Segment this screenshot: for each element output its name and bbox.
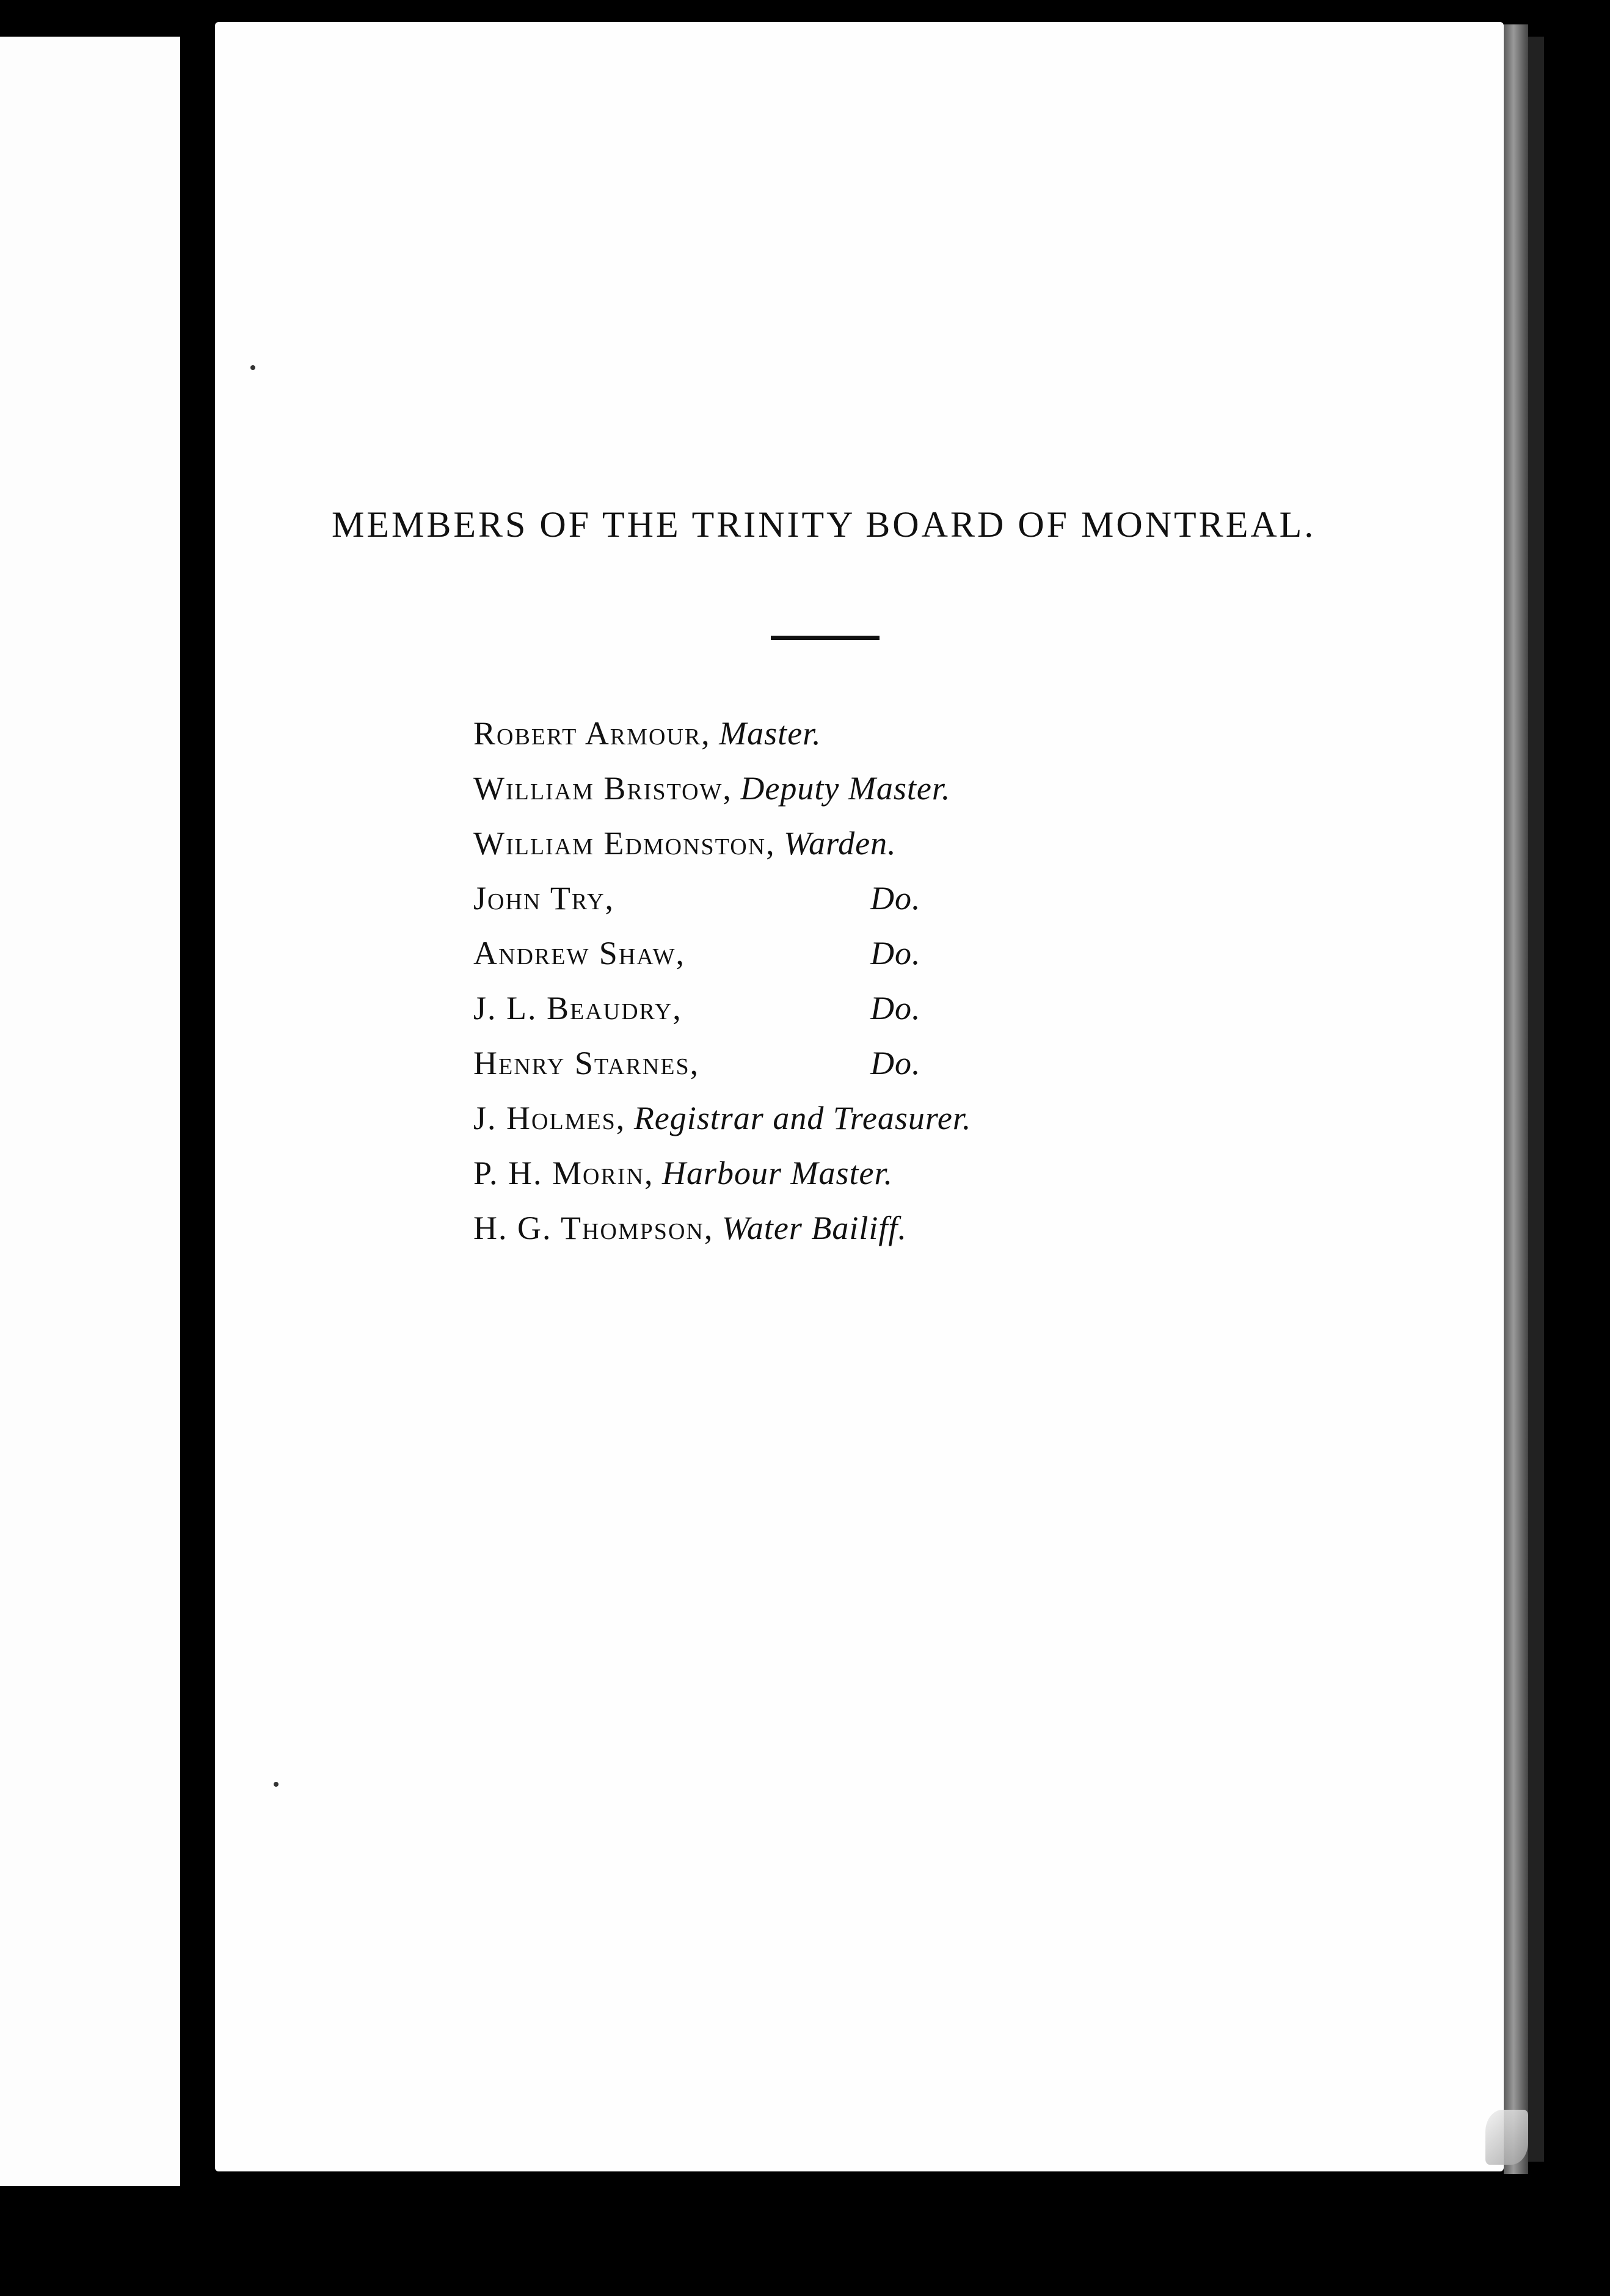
member-role: Deputy Master. xyxy=(740,770,951,807)
member-role: Water Bailiff. xyxy=(721,1210,907,1246)
member-entry xyxy=(473,879,971,934)
member-entry xyxy=(473,1099,971,1154)
member-name: John Try, xyxy=(473,880,615,917)
page-title: MEMBERS OF THE TRINITY BOARD OF MONTREAL. xyxy=(332,504,1316,545)
title-rule xyxy=(771,636,880,640)
member-entry xyxy=(473,824,971,879)
page-edge-shadow xyxy=(1528,37,1544,2162)
member-list xyxy=(473,714,971,1264)
speck xyxy=(250,365,255,370)
member-role: Do. xyxy=(870,880,921,917)
member-name: William Bristow, xyxy=(473,770,732,807)
member-role: Do. xyxy=(870,990,921,1026)
page-edge xyxy=(1504,24,1528,2174)
speck xyxy=(274,1782,279,1787)
member-role: Do. xyxy=(870,935,921,972)
book-gutter xyxy=(180,24,212,2198)
member-name: J. L. Beaudry, xyxy=(473,990,682,1026)
member-name: Andrew Shaw, xyxy=(473,935,686,972)
page-corner-curl xyxy=(1485,2110,1528,2165)
member-entry xyxy=(473,769,971,824)
member-name: J. Holmes, xyxy=(473,1100,626,1136)
member-name: Henry Starnes, xyxy=(473,1045,700,1081)
member-entry xyxy=(473,1154,971,1209)
member-name: William Edmonston, xyxy=(473,825,776,862)
member-role: Warden. xyxy=(784,825,897,862)
member-role: Harbour Master. xyxy=(661,1155,893,1191)
member-role: Master. xyxy=(719,715,821,752)
member-name: Robert Armour, xyxy=(473,715,711,752)
member-entry xyxy=(473,1044,971,1099)
member-entry xyxy=(473,934,971,989)
member-name: P. H. Morin, xyxy=(473,1155,654,1191)
member-entry xyxy=(473,1209,971,1264)
member-role: Registrar and Treasurer. xyxy=(633,1100,972,1136)
member-entry xyxy=(473,714,971,769)
member-entry xyxy=(473,989,971,1044)
member-role: Do. xyxy=(870,1045,921,1081)
facing-page xyxy=(0,37,180,2186)
member-name: H. G. Thompson, xyxy=(473,1210,714,1246)
